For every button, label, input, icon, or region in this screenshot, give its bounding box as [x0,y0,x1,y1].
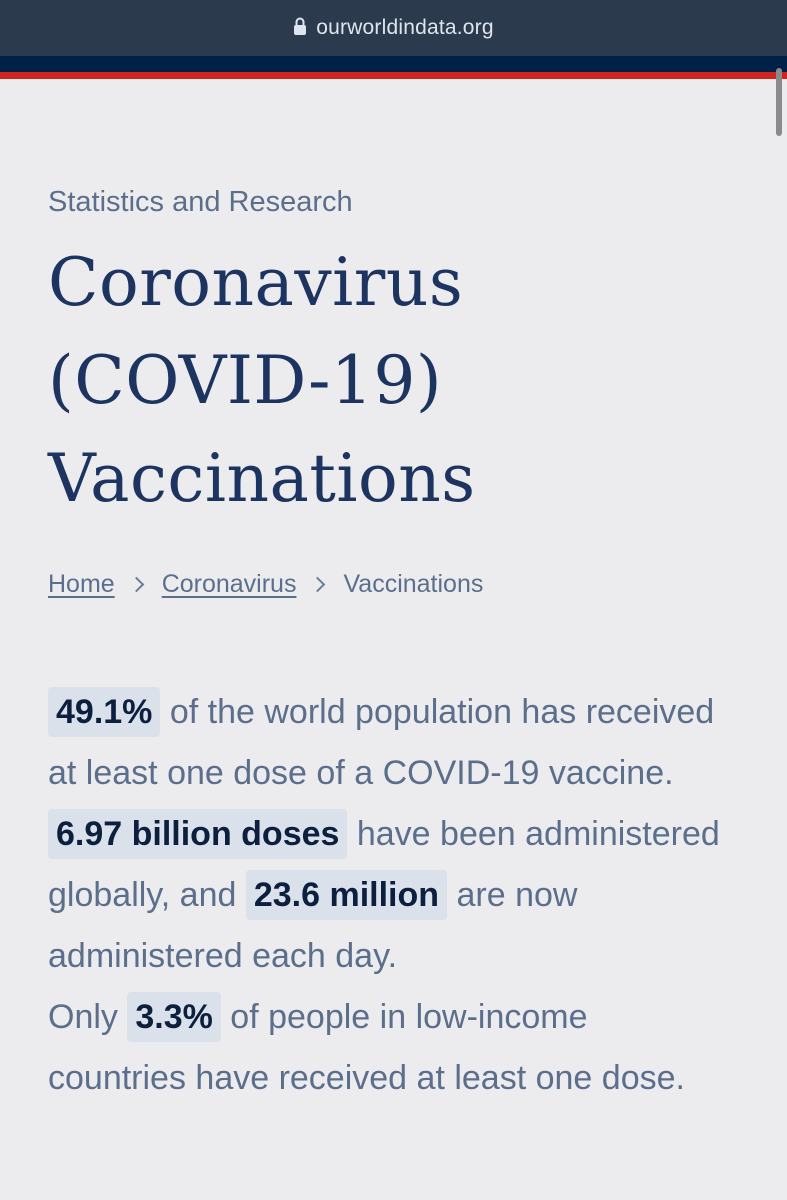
section-kicker: Statistics and Research [48,186,353,218]
page-title-line: Coronavirus [48,244,464,321]
breadcrumb-home-link[interactable]: Home [48,569,115,598]
summary-first-dose [48,682,720,804]
main-content [48,180,728,1109]
stat-low-income-share: 3.3% [127,992,221,1042]
breadcrumb-current: Vaccinations [343,569,484,598]
vaccination-summary [48,682,720,1109]
stat-first-dose-share: 49.1% [48,687,160,737]
browser-url-bar[interactable] [0,0,787,56]
chevron-right-icon [128,576,144,592]
site-header-bar [0,56,787,72]
breadcrumb-coronavirus-link[interactable]: Coronavirus [161,569,297,598]
summary-text: of the world population has received at least one dose of a COVID-19 vaccine. [48,693,715,792]
header-accent-stripe [0,72,787,79]
chevron-right-icon [310,576,326,592]
scrollbar[interactable] [776,68,782,136]
stat-total-doses: 6.97 billion doses [48,809,347,859]
page-title-line: (COVID-19) [48,342,443,419]
url-text: ourworldindata.org [316,16,494,39]
summary-low-income [48,987,720,1109]
stat-daily-doses: 23.6 million [246,870,447,920]
summary-text: have been administered globally, and [48,815,720,914]
summary-text: of people in low-income countries have received at least one dose. [48,998,685,1097]
summary-text: Only [48,998,128,1036]
summary-text: are now administered each day. [48,876,578,975]
lock-icon [293,16,307,42]
breadcrumb [48,566,728,602]
page-title-line: Vaccinations [48,440,476,517]
summary-doses [48,804,720,987]
page-title [48,234,728,528]
